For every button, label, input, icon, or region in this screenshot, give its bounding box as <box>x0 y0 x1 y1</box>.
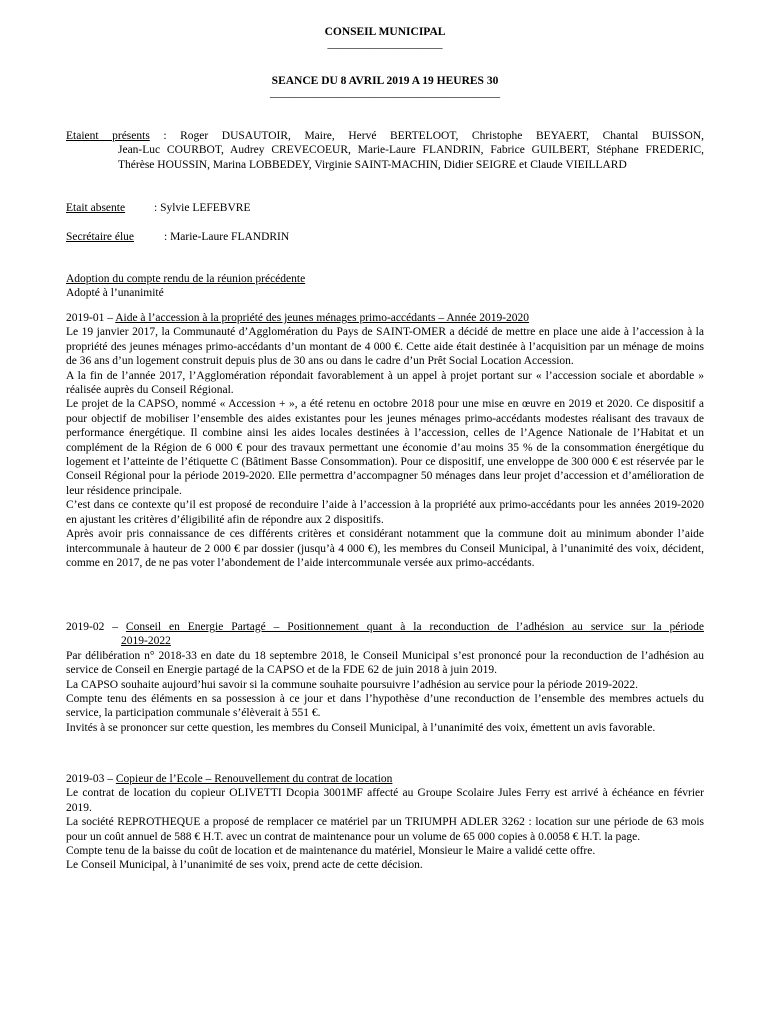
agenda-item <box>66 772 704 873</box>
agenda-item-title: Copieur de l’Ecole – Renouvellement du contrat de location <box>115 773 393 785</box>
absent-value: : Sylvie LEFEBVRE <box>154 202 251 214</box>
present-names-first: Roger DUSAUTOIR, Maire, Hervé BERTELOOT, Christophe BEYAERT, Chantal BUISSON, <box>180 130 704 142</box>
agenda-paragraph: Par délibération n° 2018-33 en date du 18 septembre 2018, le Conseil Municipal s’est prononcé pour la reconduction de l’adhésion au service de Conseil en Energie partagé de la CAPSO et de la FDE 62 de juin 2018 à juin 2019. <box>66 649 704 677</box>
present-first-line <box>66 129 704 143</box>
agenda-item <box>66 311 704 570</box>
agenda-item-number: 2019-01 – <box>66 312 116 324</box>
agenda-item-title-continued: 2019-2022 <box>121 635 171 648</box>
agenda-paragraph: C’est dans ce contexte qu’il est proposé de reconduire l’aide à l’accession à la propriété aux primo-accédants pour les années 2019-2020 en ajustant les critères d’éligibilité afin de répondre aux 2 dispositifs. <box>66 499 704 526</box>
agenda-paragraph: Le Conseil Municipal, à l’unanimité de ses voix, prend acte de cette décision. <box>66 859 423 872</box>
agenda-paragraph: Après avoir pris connaissance de ces différents critères et considérant notamment que la commune doit au minimum abonder l’aide intercommunale à hauteur de 2 000 € par dossier (jusqu’à 4 000 €), les membres du Conseil Municipal, à l’unanimité des voix, décident, comme en 2017, de ne pas voter l’abondement de l’aide intercommunale versée aux primo-accédants. <box>66 528 704 569</box>
agenda-item <box>66 620 704 735</box>
present-label: Etaient présents <box>66 130 150 142</box>
agenda-paragraph: La société REPROTHEQUE a proposé de remplacer ce matériel par un TRIUMPH ADLER 3262 : location sur une période de 63 mois pour un coût annuel de 588 € H.T. avec un contrat de maintenance pour un volume de 65 000 copies à 0.0058 € H.T. la page. <box>66 816 704 843</box>
agenda-item-title: Aide à l’accession à la propriété des jeunes ménages primo-accédants – Année 2019-2020 <box>115 312 530 324</box>
adoption-text: Adopté à l’unanimité <box>66 287 164 300</box>
present-names-rest: Jean-Luc COURBOT, Audrey CREVECOEUR, Marie-Laure FLANDRIN, Fabrice GUILBERT, Stéphane FREDERIC, Thérèse HOUSSIN, Marina LOBBEDEY, Virginie SAINT-MACHIN, Didier SEIGRE et Claude VIEILLARD <box>118 144 704 171</box>
agenda-paragraph: Compte tenu des éléments en sa possession à ce jour et dans l’hypothèse d’une reconduction de l’ensemble des membres actuels du service, la participation communale s’élèverait à 551 €. <box>66 693 704 720</box>
agenda-item-heading <box>66 772 704 786</box>
seance-heading: SEANCE DU 8 AVRIL 2019 A 19 HEURES 30 <box>271 75 499 87</box>
agenda-item-heading <box>66 311 704 325</box>
agenda-item-number: 2019-03 – <box>66 773 116 785</box>
agenda-item-number: 2019-02 – <box>66 621 126 633</box>
adoption-title: Adoption du compte rendu de la réunion précédente <box>66 273 306 285</box>
attendance-absent <box>66 201 704 215</box>
attendance-secretary <box>66 230 704 244</box>
agenda-paragraph: Compte tenu de la baisse du coût de location et de maintenance du matériel, Monsieur le Maire a validé cette offre. <box>66 845 596 858</box>
secretary-label: Secrétaire élue <box>66 231 134 243</box>
agenda-paragraph: Le 19 janvier 2017, la Communauté d’Agglomération du Pays de SAINT-OMER a décidé de mettre en place une aide à l’accession à la propriété des jeunes ménages primo-accédants d’un montant de 4 000 €. Cette aide était destinée à l’acquisition par un ménage de moins de 36 ans d’un logement construit depuis plus de 30 ans ou dans le cadre d’un Prêt Social Location Accession. <box>66 326 704 368</box>
agenda-paragraph: Le projet de la CAPSO, nommé « Accession + », a été retenu en octobre 2018 pour une mise en œuvre en 2019 et 2020. Ce dispositif a pour objectif de mobiliser l’ensemble des aides existantes pour les jeunes ménages primo-accédants modestes réalisant des travaux de performance énergétique. Il combine ainsi les aides locales destinées à l’accession, celles de l’Agence Nationale de l’Habitat et un complément de la Région de 6 000 € pour des travaux permettant une économie d’au moins 35 % de la consommation énergétique du logement et l’atteinte de l’étiquette C (Bâtiment Basse Consommation). Pour ce dispositif, une enveloppe de 300 000 € est réservée par le Conseil Régional pour la période 2019-2020. Elle permettra d’accompagner 50 ménages dans leur projet d’accession et d’amélioration de leur résidence principale. <box>66 398 704 497</box>
agenda-item-title: Conseil en Energie Partagé – Positionnement quant à la reconduction de l’adhésion au service sur la période <box>125 621 704 633</box>
seance-rule: ________________________________________ <box>270 87 500 99</box>
secretary-value: : Marie-Laure FLANDRIN <box>164 231 290 243</box>
agenda-paragraph: Invités à se prononcer sur cette question, les membres du Conseil Municipal, à l’unanimité des voix, émettent un avis favorable. <box>66 721 656 734</box>
agenda-paragraph: La CAPSO souhaite aujourd’hui savoir si la commune souhaite poursuivre l’adhésion au service pour la période 2019-2022. <box>66 678 638 691</box>
agenda-paragraph: A la fin de l’année 2017, l’Agglomération répondait favorablement à un appel à projet portant sur « l’accession sociale et abordable » réalisée auprès du Conseil Régional. <box>66 369 704 397</box>
title-rule: ____________________ <box>327 38 443 50</box>
adoption-section <box>66 272 704 301</box>
document-title: CONSEIL MUNICIPAL <box>324 26 446 38</box>
attendance-present <box>66 129 704 172</box>
agenda-item-heading <box>66 620 704 634</box>
agenda-paragraph: Le contrat de location du copieur OLIVETTI Dcopia 3001MF affecté au Groupe Scolaire Jules Ferry est arrivé à échéance en février 2019. <box>66 787 704 814</box>
absent-label: Etait absente <box>66 202 126 214</box>
present-separator: : <box>149 130 181 142</box>
